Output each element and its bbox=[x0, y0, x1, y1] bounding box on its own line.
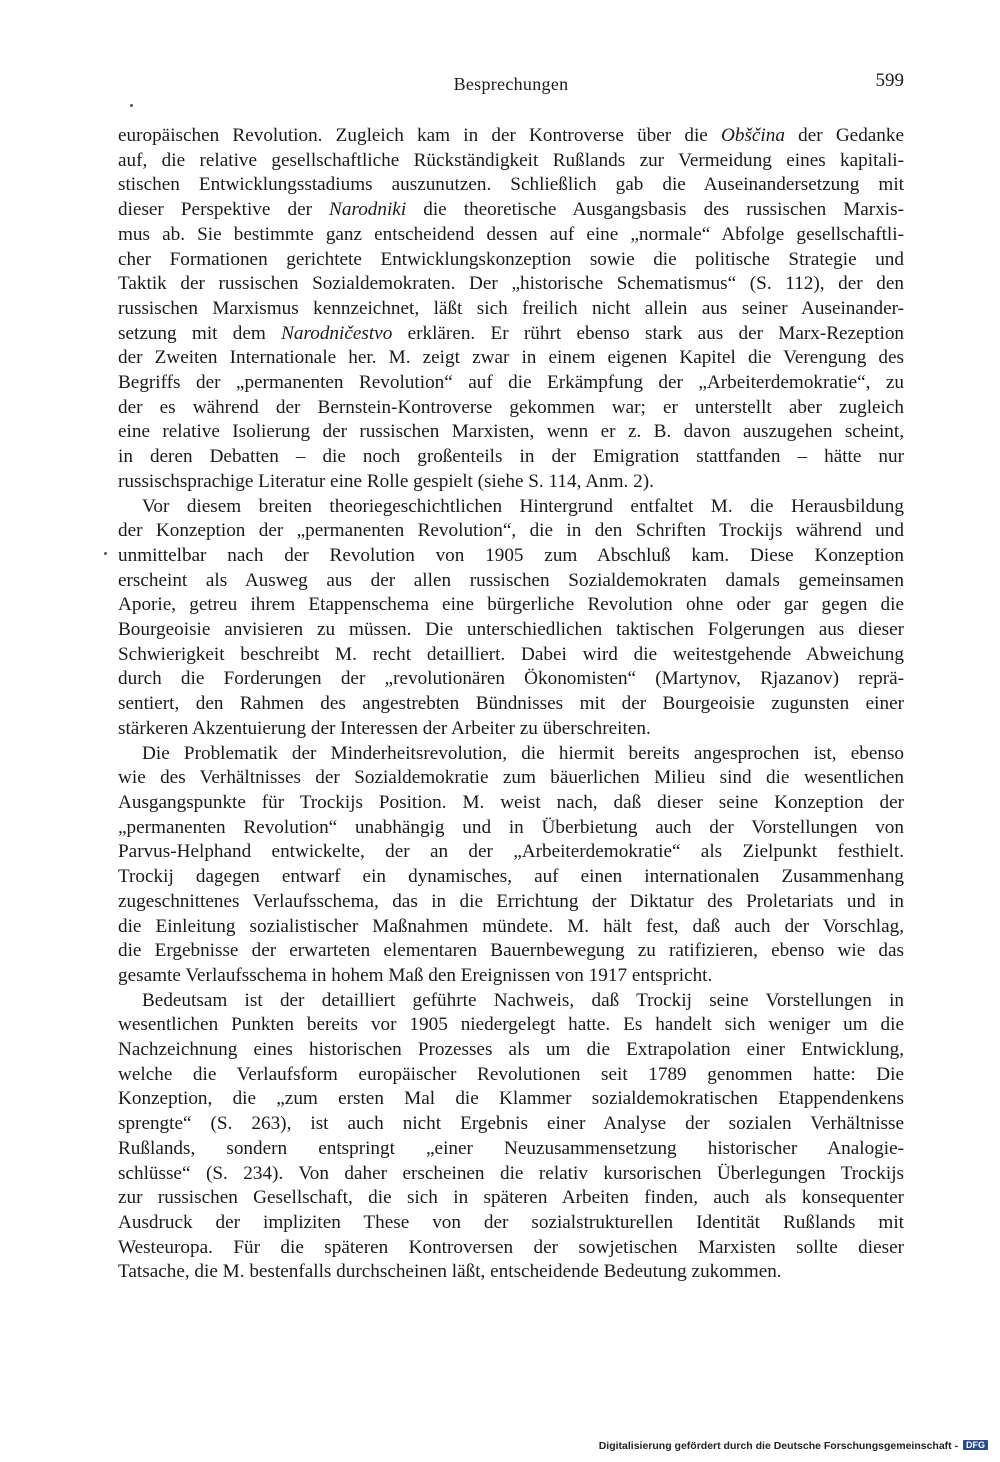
text-line: Bourgeoisie anvisieren zu müssen. Die unterschiedlichen taktischen Folgerungen aus dieser bbox=[118, 619, 904, 641]
text-line: Vor diesem breiten theoriegeschichtlichen Hintergrund entfaltet M. die Herausbildung bbox=[142, 495, 904, 517]
text-line: Konzeption, die „zum ersten Mal die Klammer sozialdemokratischen Etappendenkens bbox=[118, 1088, 904, 1110]
text-line: gesamte Verlaufsschema in hohem Maß den Ereignissen von 1917 entspricht. bbox=[118, 964, 713, 986]
text-line: auf, die relative gesellschaftliche Rückständigkeit Rußlands zur Vermeidung eines kapitali- bbox=[118, 149, 904, 171]
text-line: Begriffs der „permanenten Revolution“ auf die Erkämpfung der „Arbeiterdemokratie“, zu bbox=[118, 372, 904, 394]
text-line: der es während der Bernstein-Kontroverse gekommen war; er unterstellt aber zugleich bbox=[118, 396, 904, 418]
text-line: russischen Marxismus kennzeichnet, läßt sich freilich nicht allein aus seiner Auseinander- bbox=[118, 297, 904, 319]
text-line: Aporie, getreu ihrem Etappenschema eine bürgerliche Revolution ohne oder gar gegen die bbox=[118, 594, 904, 616]
text-line: Schwierigkeit beschreibt M. recht detailliert. Dabei wird die weitestgehende Abweichung bbox=[118, 643, 904, 665]
scan-speck bbox=[130, 104, 133, 107]
credit-text: Digitalisierung gefördert durch die Deutsche Forschungsgemeinschaft - bbox=[598, 1440, 959, 1452]
paragraph bbox=[118, 495, 904, 742]
article-body bbox=[118, 124, 904, 1285]
text-line: zugeschnittenes Verlaufsschema, das in die Errichtung der Diktatur des Proletariats und in bbox=[118, 890, 904, 912]
text-line: russischsprachige Literatur eine Rolle gespielt (siehe S. 114, Anm. 2). bbox=[118, 470, 654, 492]
text-line: Nachzeichnung eines historischen Prozesses als um die Extrapolation einer Entwicklung, bbox=[118, 1039, 904, 1061]
text-line: setzung mit dem Narodničestvo erklären. Er rührt ebenso stark aus der Marx-Rezeption bbox=[118, 322, 905, 344]
text-line: welche die Verlaufsform europäischer Revolutionen seit 1789 genommen hatte: Die bbox=[118, 1063, 904, 1085]
text-line: Ausdruck der impliziten These von der sozialstrukturellen Identität Rußlands mit bbox=[118, 1211, 904, 1233]
text-line: Trockij dagegen entwarf ein dynamisches, auf einen internationalen Zusammenhang bbox=[118, 866, 904, 888]
dfg-logo: DFG bbox=[963, 1440, 988, 1450]
text-line: stischen Entwicklungsstadiums auszunutzen. Schließlich gab die Auseinandersetzung mit bbox=[118, 174, 904, 196]
running-title: Besprechungen bbox=[453, 74, 569, 94]
text-line: zur russischen Gesellschaft, die sich in späteren Arbeiten finden, auch als konsequenter bbox=[118, 1187, 904, 1209]
text-line: der Zweiten Internationale her. M. zeigt zwar in einem eigenen Kapitel die Verengung des bbox=[118, 347, 904, 369]
text-line: wesentlichen Punkten bereits vor 1905 niedergelegt hatte. Es handelt sich weniger um die bbox=[118, 1014, 904, 1036]
text-line: „permanenten Revolution“ unabhängig und in Überbietung auch der Vorstellungen von bbox=[118, 816, 904, 838]
italic-term: Obščina bbox=[721, 125, 785, 146]
text-line: in deren Debatten – die noch großenteils in der Emigration stattfanden – hätte nur bbox=[118, 446, 904, 468]
paragraph bbox=[118, 742, 904, 989]
page-number: 599 bbox=[875, 70, 904, 91]
text-line: sentiert, den Rahmen des angestrebten Bündnisses mit der Bourgeoisie zugunsten einer bbox=[118, 693, 904, 715]
text-line: stärkeren Akzentuierung der Interessen der Arbeiter zu überschreiten. bbox=[118, 717, 651, 739]
text-line: sprengte“ (S. 263), ist auch nicht Ergebnis einer Analyse der sozialen Verhältnisse bbox=[118, 1113, 904, 1135]
text-line: erscheint als Ausweg aus der allen russischen Sozialdemokraten damals gemeinsamen bbox=[118, 569, 904, 591]
italic-term: Narodniki bbox=[329, 199, 407, 221]
italic-term: Narodničestvo bbox=[281, 322, 393, 344]
text-line: wie des Verhältnisses der Sozialdemokratie zum bäuerlichen Milieu sind die wesentlichen bbox=[118, 767, 904, 789]
text-line: Westeuropa. Für die späteren Kontroversen der sowjetischen Marxisten sollte dieser bbox=[118, 1236, 904, 1258]
text-line: die Einleitung sozialistischer Maßnahmen mündete. M. hält fest, daß auch der Vorschlag, bbox=[118, 915, 904, 937]
running-head bbox=[118, 70, 904, 100]
text-line: eine relative Isolierung der russischen Marxisten, wenn er z. B. davon auszugehen scheint, bbox=[118, 421, 904, 443]
paragraph bbox=[118, 124, 904, 495]
text-line: Parvus-Helphand entwickelte, der an der „Arbeiterdemokratie“ als Zielpunkt festhielt. bbox=[118, 841, 904, 863]
text-line: Tatsache, die M. bestenfalls durchscheinen läßt, entscheidende Bedeutung zukommen. bbox=[118, 1261, 782, 1283]
text-line: unmittelbar nach der Revolution von 1905 zum Abschluß kam. Diese Konzeption bbox=[118, 544, 904, 566]
text-line: dieser Perspektive der Narodniki die theoretische Ausgangsbasis des russischen Marxis- bbox=[118, 199, 904, 221]
text-line: die Ergebnisse der erwarteten elementaren Bauernbewegung zu ratifizieren, ebenso wie das bbox=[118, 940, 904, 962]
scan-speck bbox=[104, 552, 107, 555]
text-line: cher Formationen gerichtete Entwicklungskonzeption sowie die politische Strategie und bbox=[118, 248, 904, 270]
text-line: europäischen Revolution. Zugleich kam in der Kontroverse über die Obščina der Gedanke bbox=[118, 125, 905, 146]
text-line: schlüsse“ (S. 234). Von daher erscheinen die relativ kursorischen Überlegungen Trockijs bbox=[118, 1162, 904, 1184]
text-line: mus ab. Sie bestimmte ganz entscheidend dessen auf eine „normale“ Abfolge gesellschaftli- bbox=[118, 223, 904, 245]
text-line: durch die Forderungen der „revolutionären Ökonomisten“ (Martynov, Rjazanov) reprä- bbox=[118, 668, 904, 690]
text-line: der Konzeption der „permanenten Revolution“, die in den Schriften Trockijs während und bbox=[118, 520, 904, 542]
text-line: Bedeutsam ist der detailliert geführte Nachweis, daß Trockij seine Vorstellungen in bbox=[142, 989, 904, 1011]
text-line: Taktik der russischen Sozialdemokraten. Der „historische Schematismus“ (S. 112), der den bbox=[118, 273, 904, 295]
text-line: Die Problematik der Minderheitsrevolution, die hiermit bereits angesprochen ist, ebenso bbox=[142, 742, 904, 764]
text-line: Ausgangspunkte für Trockijs Position. M. weist nach, daß dieser seine Konzeption der bbox=[118, 791, 904, 813]
paragraph bbox=[118, 989, 904, 1285]
digitization-credit bbox=[599, 1440, 988, 1452]
text-line: Rußlands, sondern entspringt „einer Neuzusammensetzung historischer Analogie- bbox=[118, 1137, 904, 1159]
